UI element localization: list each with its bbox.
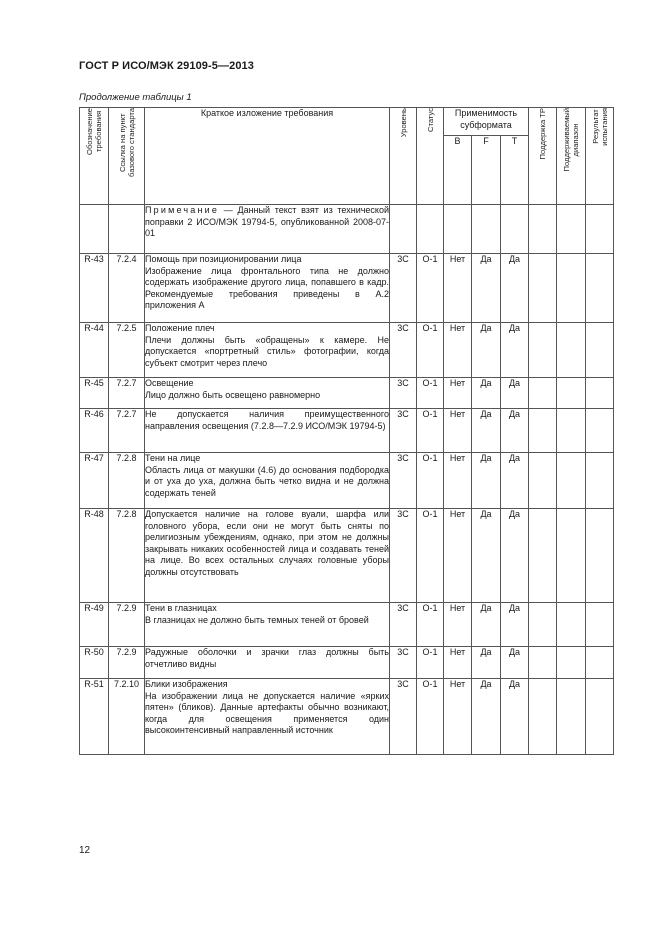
level-cell: 3C [390, 453, 417, 509]
status-cell: O-1 [417, 453, 444, 509]
status-cell: O-1 [417, 679, 444, 755]
subformat-t-cell: Да [501, 509, 529, 603]
requirement-id: R-50 [80, 647, 109, 679]
test-result-cell [586, 509, 614, 603]
base-clause-ref: 7.2.7 [109, 409, 145, 453]
supported-range-cell [557, 509, 586, 603]
requirement-text: Допускается наличие на голове вуали, шарфа или головного убора, если они не могут быть сняты по религиозным убеждениям, однако, при этом не должны закрывать никаких особенностей лица и создавать теней на лице. Во всех остальных случаях головные уборы должны отсутствовать [145, 509, 390, 603]
col-level: Уровень [390, 108, 417, 205]
subformat-b-cell: Нет [444, 378, 472, 409]
col-tr-support: Поддержка ТР [529, 108, 557, 205]
subformat-t-cell: Да [501, 409, 529, 453]
tr-support-cell [529, 378, 557, 409]
requirement-text: Тени в глазницах В глазницах не должно быть темных теней от бровей [145, 603, 390, 647]
status-cell: O-1 [417, 409, 444, 453]
level-cell: 3C [390, 647, 417, 679]
supported-range-cell [557, 453, 586, 509]
base-clause-ref: 7.2.9 [109, 647, 145, 679]
base-clause-ref: 7.2.9 [109, 603, 145, 647]
subformat-b-cell: Нет [444, 603, 472, 647]
test-result-cell [586, 453, 614, 509]
level-cell: 3C [390, 378, 417, 409]
requirement-id: R-48 [80, 509, 109, 603]
table-row [80, 603, 614, 647]
level-cell: 3C [390, 323, 417, 378]
col-sub-f: F [472, 136, 501, 205]
supported-range-cell [557, 378, 586, 409]
page-number: 12 [79, 845, 91, 856]
supported-range-cell [557, 603, 586, 647]
subformat-f-cell: Да [472, 453, 501, 509]
table-row [80, 378, 614, 409]
subformat-f-cell: Да [472, 679, 501, 755]
subformat-f-cell: Да [472, 509, 501, 603]
requirements-table [79, 107, 614, 755]
requirement-text: Тени на лице Область лица от макушки (4.6) до основания подбородка и от уха до уха, должна быть четко видна и не должна содержать теней [145, 453, 390, 509]
subformat-b-cell: Нет [444, 409, 472, 453]
col-applicability: Применимость субформата [444, 108, 529, 136]
supported-range-cell [557, 679, 586, 755]
table-row [80, 254, 614, 323]
subformat-b-cell: Нет [444, 254, 472, 323]
requirement-id: R-43 [80, 254, 109, 323]
subformat-f-cell: Да [472, 647, 501, 679]
test-result-cell [586, 254, 614, 323]
status-cell: O-1 [417, 647, 444, 679]
requirement-text: Блики изображения На изображении лица не допускается наличие «ярких пятен» (бликов). Данные артефакты обычно возникают, когда для освещения применяется один высокоинтенсивный направленный источник [145, 679, 390, 755]
base-clause-ref: 7.2.7 [109, 378, 145, 409]
table-row [80, 323, 614, 378]
note-label: Примечание [145, 205, 220, 215]
level-cell: 3C [390, 603, 417, 647]
col-status: Статус [417, 108, 444, 205]
supported-range-cell [557, 323, 586, 378]
test-result-cell [586, 409, 614, 453]
requirement-id: R-44 [80, 323, 109, 378]
level-cell: 3C [390, 509, 417, 603]
col-sub-t: T [501, 136, 529, 205]
col-designation: Обозначение требования [80, 108, 109, 205]
subformat-t-cell: Да [501, 323, 529, 378]
level-cell: 3C [390, 679, 417, 755]
status-cell: O-1 [417, 254, 444, 323]
base-clause-ref: 7.2.8 [109, 509, 145, 603]
requirement-id: R-51 [80, 679, 109, 755]
subformat-b-cell: Нет [444, 323, 472, 378]
tr-support-cell [529, 647, 557, 679]
tr-support-cell [529, 254, 557, 323]
requirement-text: Положение плеч Плечи должны быть «обращены» к камере. Не допускается «портретный стиль» фотографии, когда субъект смотрит через плечо [145, 323, 390, 378]
table-caption: Продолжение таблицы 1 [79, 92, 192, 103]
subformat-f-cell: Да [472, 254, 501, 323]
subformat-t-cell: Да [501, 679, 529, 755]
base-clause-ref: 7.2.5 [109, 323, 145, 378]
subformat-b-cell: Нет [444, 647, 472, 679]
subformat-t-cell: Да [501, 453, 529, 509]
requirement-id: R-46 [80, 409, 109, 453]
tr-support-cell [529, 603, 557, 647]
table-row [80, 453, 614, 509]
col-reference: Ссылка на пункт базового стандарта [109, 108, 145, 205]
col-sub-b: B [444, 136, 472, 205]
requirement-text: Радужные оболочки и зрачки глаз должны быть отчетливо видны [145, 647, 390, 679]
supported-range-cell [557, 647, 586, 679]
test-result-cell [586, 603, 614, 647]
supported-range-cell [557, 409, 586, 453]
tr-support-cell [529, 509, 557, 603]
requirement-id: R-49 [80, 603, 109, 647]
requirement-id: R-45 [80, 378, 109, 409]
test-result-cell [586, 323, 614, 378]
requirement-text: Не допускается наличия преимущественного направления освещения (7.2.8—7.2.9 ИСО/МЭК 19794-5) [145, 409, 390, 453]
tr-support-cell [529, 409, 557, 453]
table-row [80, 679, 614, 755]
subformat-f-cell: Да [472, 323, 501, 378]
subformat-t-cell: Да [501, 378, 529, 409]
table-row [80, 409, 614, 453]
tr-support-cell [529, 453, 557, 509]
subformat-b-cell: Нет [444, 679, 472, 755]
note-cell [145, 205, 390, 254]
subformat-f-cell: Да [472, 378, 501, 409]
level-cell: 3C [390, 254, 417, 323]
note-text: — Данный текст взят из технической поправки 2 ИСО/МЭК 19794-5, опубликованной 2008-07-01 [145, 205, 389, 239]
requirement-id: R-47 [80, 453, 109, 509]
test-result-cell [586, 679, 614, 755]
test-result-cell [586, 378, 614, 409]
subformat-f-cell: Да [472, 603, 501, 647]
base-clause-ref: 7.2.8 [109, 453, 145, 509]
subformat-t-cell: Да [501, 647, 529, 679]
base-clause-ref: 7.2.10 [109, 679, 145, 755]
subformat-t-cell: Да [501, 254, 529, 323]
tr-support-cell [529, 679, 557, 755]
status-cell: O-1 [417, 378, 444, 409]
document-title: ГОСТ Р ИСО/МЭК 29109-5—2013 [79, 60, 254, 72]
subformat-t-cell: Да [501, 603, 529, 647]
supported-range-cell [557, 254, 586, 323]
level-cell: 3C [390, 409, 417, 453]
col-test-result: Результат испытания [586, 108, 614, 205]
subformat-f-cell: Да [472, 409, 501, 453]
table-row [80, 509, 614, 603]
status-cell: O-1 [417, 603, 444, 647]
base-clause-ref: 7.2.4 [109, 254, 145, 323]
status-cell: O-1 [417, 509, 444, 603]
requirement-text: Освещение Лицо должно быть освещено равномерно [145, 378, 390, 409]
col-summary: Краткое изложение требования [145, 108, 390, 205]
tr-support-cell [529, 323, 557, 378]
note-row [80, 205, 614, 254]
test-result-cell [586, 647, 614, 679]
status-cell: O-1 [417, 323, 444, 378]
requirement-text: Помощь при позиционировании лица Изображение лица фронтального типа не должно содержать изображение другого лица, попавшего в кадр. Рекомендуемые требования приведены в А.2 приложения А [145, 254, 390, 323]
table-row [80, 647, 614, 679]
subformat-b-cell: Нет [444, 453, 472, 509]
col-supported-range: Поддерживаемый диапазон [557, 108, 586, 205]
subformat-b-cell: Нет [444, 509, 472, 603]
